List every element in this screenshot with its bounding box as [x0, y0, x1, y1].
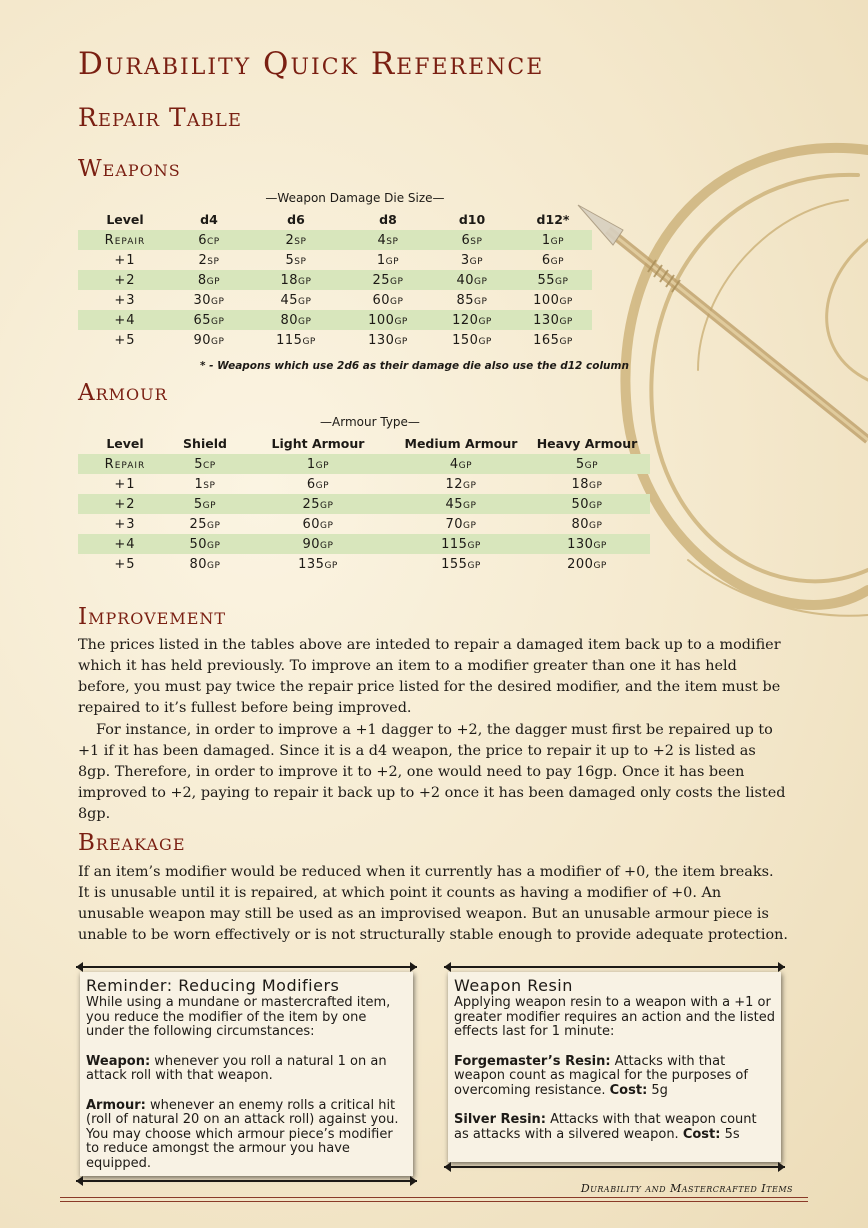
- column-header: Level: [106, 211, 144, 227]
- price-cell: 50gp: [172, 534, 238, 554]
- column-header: d6: [287, 211, 305, 227]
- breakage-heading: Breakage: [78, 830, 186, 856]
- level-cell: Repair: [78, 454, 172, 474]
- price-cell: 65gp: [172, 310, 246, 330]
- weapons-repair-table: [78, 208, 592, 350]
- resin-box-title: Weapon Resin: [454, 976, 573, 995]
- table-row: [78, 290, 592, 310]
- price-cell: 60gp: [302, 516, 334, 532]
- price-cell: 4sp: [346, 230, 430, 250]
- table-row: [78, 250, 592, 270]
- table-row: [78, 494, 650, 514]
- table-header-row: [78, 208, 592, 230]
- level-cell: +2: [78, 270, 172, 290]
- price-cell: 55gp: [514, 270, 592, 290]
- price-cell: 90gp: [193, 332, 225, 348]
- price-cell: 80gp: [571, 516, 603, 532]
- page-footer: Durability and Mastercrafted Items: [580, 1182, 793, 1195]
- price-cell: 165gp: [533, 332, 573, 348]
- table-row: [78, 554, 650, 574]
- weapons-footnote: * - Weapons which use 2d6 as their damage die also use the d12 column: [200, 360, 629, 372]
- column-header: d4: [200, 211, 218, 227]
- column-header: Light Armour: [271, 435, 365, 451]
- price-cell: 12gp: [445, 476, 477, 492]
- price-cell: 135gp: [298, 556, 338, 572]
- price-cell: 90gp: [238, 534, 398, 554]
- table-row: [78, 230, 592, 250]
- price-cell: 5sp: [285, 252, 307, 268]
- price-cell: 40gp: [430, 270, 514, 290]
- improvement-paragraph-2: For instance, in order to improve a +1 dagger to +2, the dagger must first be repaired up to +1 if it has been damaged. Since it is a d4 weapon, the price to repair it up to +2 is listed as 8gp. Therefore, in order to improve it to +2, one would need to pay 16gp. Once it has been improved to +2, paying to repair it back up to +2 once it has been damaged only costs the listed 8gp.: [78, 722, 786, 822]
- silver-resin-entry: Silver Resin: Attacks with that weapon count as attacks with a silvered weapon. Cost: 5s: [454, 1112, 757, 1142]
- price-cell: 4gp: [398, 454, 524, 474]
- level-cell: +4: [78, 534, 172, 554]
- weapons-heading: Weapons: [78, 156, 181, 182]
- level-cell: +3: [114, 516, 136, 532]
- column-header: Heavy Armour: [536, 435, 638, 451]
- table-row: [78, 474, 650, 494]
- price-cell: 6cp: [172, 230, 246, 250]
- column-header: d12*: [536, 211, 570, 227]
- armour-repair-table: [78, 432, 650, 574]
- level-cell: +3: [114, 292, 136, 308]
- column-header: Shield: [183, 435, 227, 451]
- price-cell: 6sp: [430, 230, 514, 250]
- forgemaster-resin-entry: Forgemaster’s Resin: Attacks with that weapon count as magical for the purposes of overcoming resistance. Cost: 5g: [454, 1053, 748, 1098]
- breakage-paragraph: If an item’s modifier would be reduced when it currently has a modifier of +0, the item breaks. It is unusable until it is repaired, at which point it counts as having a modifier of +0. An unusable weapon may still be used as an improvised weapon. But an unusable armour piece is unable to be worn effectively or is not structurally stable enough to provide adequate protection.: [78, 864, 788, 943]
- price-cell: 150gp: [452, 332, 492, 348]
- table-row: [78, 330, 592, 350]
- price-cell: 200gp: [567, 556, 607, 572]
- reminder-box-intro: While using a mundane or mastercrafted item, you reduce the modifier of the item by one under the following circumstances:: [86, 995, 391, 1039]
- price-cell: 6gp: [306, 476, 330, 492]
- box-top-rule: [76, 966, 417, 968]
- level-cell: +5: [114, 556, 136, 572]
- price-cell: 130gp: [368, 332, 408, 348]
- reminder-box-title: Reminder: Reducing Modifiers: [86, 976, 340, 995]
- price-cell: 5gp: [172, 494, 238, 514]
- price-cell: 1sp: [194, 476, 216, 492]
- table-row: [78, 270, 592, 290]
- price-cell: 30gp: [193, 292, 225, 308]
- price-cell: 1gp: [514, 230, 592, 250]
- weapon-resin-sidebar-box: [448, 972, 781, 1162]
- resin-box-intro: Applying weapon resin to a weapon with a +1 or greater modifier requires an action and the listed effects last for 1 minute:: [454, 995, 776, 1039]
- reminder-sidebar-box: [80, 972, 413, 1176]
- price-cell: 25gp: [189, 516, 221, 532]
- table-row: [78, 534, 650, 554]
- box-top-rule: [444, 966, 785, 968]
- price-cell: 120gp: [430, 310, 514, 330]
- price-cell: 6gp: [541, 252, 565, 268]
- reminder-weapon-entry: Weapon: whenever you roll a natural 1 on an attack roll with that weapon.: [86, 1053, 387, 1083]
- price-cell: 60gp: [372, 292, 404, 308]
- table-row: [78, 310, 592, 330]
- price-cell: 1gp: [238, 454, 398, 474]
- price-cell: 45gp: [398, 494, 524, 514]
- price-cell: 18gp: [571, 476, 603, 492]
- improvement-heading: Improvement: [78, 604, 227, 630]
- price-cell: 1gp: [376, 252, 400, 268]
- box-bottom-rule: [444, 1166, 785, 1168]
- footer-rule: [60, 1197, 808, 1202]
- table-header-row: [78, 432, 650, 454]
- price-cell: 50gp: [524, 494, 650, 514]
- price-cell: 5cp: [172, 454, 238, 474]
- level-cell: +2: [78, 494, 172, 514]
- price-cell: 18gp: [246, 270, 346, 290]
- price-cell: 2sp: [198, 252, 220, 268]
- price-cell: 5gp: [524, 454, 650, 474]
- repair-table-heading: Repair Table: [78, 103, 243, 132]
- price-cell: 130gp: [524, 534, 650, 554]
- price-cell: 100gp: [533, 292, 573, 308]
- armour-caption: —Armour Type—: [320, 415, 420, 429]
- table-row: [78, 514, 650, 534]
- page-title: Durability Quick Reference: [78, 46, 545, 82]
- price-cell: 80gp: [189, 556, 221, 572]
- price-cell: 3gp: [460, 252, 484, 268]
- column-header: d8: [379, 211, 397, 227]
- price-cell: 25gp: [238, 494, 398, 514]
- price-cell: 80gp: [246, 310, 346, 330]
- price-cell: 70gp: [445, 516, 477, 532]
- column-header: d10: [458, 211, 486, 227]
- price-cell: 130gp: [514, 310, 592, 330]
- level-cell: +5: [114, 332, 136, 348]
- column-header: Medium Armour: [404, 435, 518, 451]
- price-cell: 2sp: [246, 230, 346, 250]
- weapons-caption: —Weapon Damage Die Size—: [265, 191, 445, 205]
- level-cell: +1: [114, 476, 136, 492]
- price-cell: 115gp: [398, 534, 524, 554]
- armour-heading: Armour: [78, 380, 168, 406]
- column-header: Level: [106, 435, 144, 451]
- improvement-paragraph-1: The prices listed in the tables above are inteded to repair a damaged item back up to a modifier which it has held previously. To improve an item to a modifier greater than one it has held before, you must pay twice the repair price listed for the desired modifier, and the item must be repaired to it’s fullest before being improved.: [78, 637, 781, 716]
- box-bottom-rule: [76, 1180, 417, 1182]
- price-cell: 45gp: [280, 292, 312, 308]
- price-cell: 155gp: [441, 556, 481, 572]
- table-row: [78, 454, 650, 474]
- price-cell: 8gp: [172, 270, 246, 290]
- level-cell: +4: [78, 310, 172, 330]
- reminder-armour-entry: Armour: whenever an enemy rolls a critical hit (roll of natural 20 on an attack roll) against you. You may choose which armour piece’s modifier to reduce amongst the armour you have equipped.: [86, 1097, 399, 1171]
- level-cell: +1: [114, 252, 136, 268]
- level-cell: Repair: [78, 230, 172, 250]
- price-cell: 100gp: [346, 310, 430, 330]
- price-cell: 25gp: [346, 270, 430, 290]
- price-cell: 85gp: [456, 292, 488, 308]
- price-cell: 115gp: [276, 332, 316, 348]
